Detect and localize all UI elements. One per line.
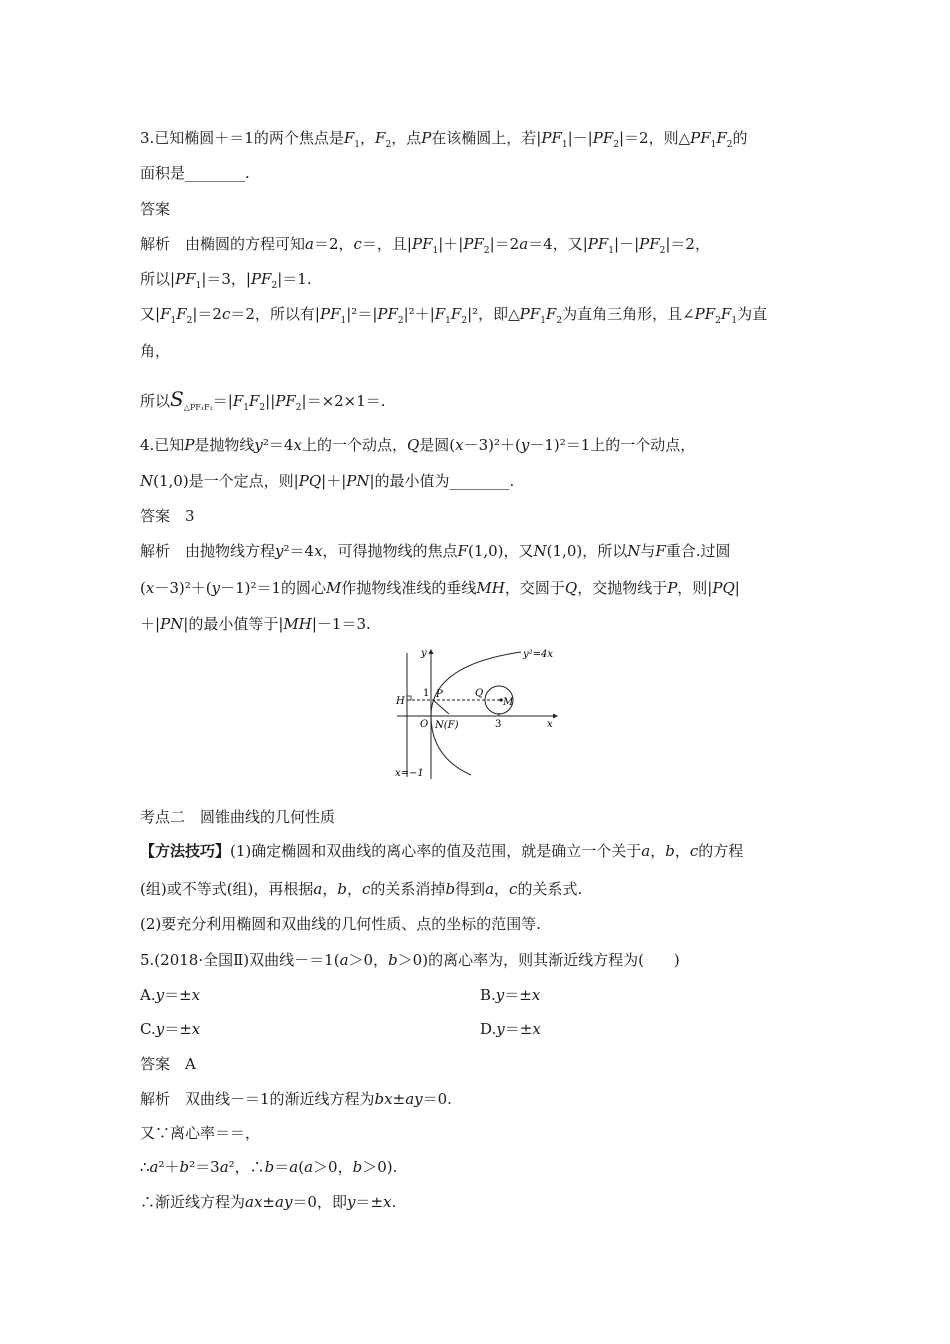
q5-solution-line3: ∴a²＋b²＝3a²，∴b＝a(a＞0，b＞0).	[140, 1158, 398, 1176]
q4-solution-line2: (x－3)²＋(y－1)²＝1的圆心M作抛物线准线的垂线MH，交圆于Q，交抛物线于P，则|PQ|	[140, 579, 740, 597]
right-angle-marker	[407, 696, 411, 700]
section2-tip-line2: (组)或不等式(组)，再根据a，b，c的关系消掉b得到a，c的关系式.	[140, 880, 583, 898]
label-x: x	[547, 719, 553, 730]
q3-answer-label: 答案	[140, 200, 171, 218]
q4-stem-line1: 4.已知P是抛物线y²＝4x上的一个动点，Q是圆(x－3)²＋(y－1)²＝1上的一个动点，	[140, 436, 696, 454]
section2-title: 考点二 圆锥曲线的几何性质	[140, 808, 336, 826]
q3-solution-line2: 所以$|PF_1|=3$，$|PF_2|=1$.	[140, 270, 312, 291]
label-q: Q	[475, 688, 484, 699]
label-y: y	[421, 648, 427, 659]
label-nf: N(F)	[435, 720, 459, 731]
section2-tip-line1: 【方法技巧】(1)确定椭圆和双曲线的离心率的值及范围，就是确立一个关于a，b，c的方程	[140, 842, 744, 860]
q3-solution-line1: 解析 由椭圆的方程可知a＝2，c＝，且$|PF_1|+|PF_2|=2a=4$，又$|PF_1|-|PF_2|=2$，	[140, 235, 710, 256]
q3-solution-line5: 所以$S_{\triangle PF_1F_2}=|F_1F_2||PF_2|=\times 2\times 1=$.	[140, 387, 386, 413]
q3-solution-line3: 又$|F_1F_2|=2c=2$，所以有$|PF_1|^2=|PF_2|^2+|F_1F_2|^2$，即$\triangle PF_1F_2$为直角三角形，且$\angle PF_2F_1$为直	[140, 305, 768, 326]
q5-stem: 5.(2018·全国Ⅱ)双曲线－＝1(a＞0，b＞0)的离心率为，则其渐近线方程为( )	[140, 951, 680, 969]
section2-tip-line3: (2)要充分利用椭圆和双曲线的几何性质、点的坐标的范围等.	[140, 915, 542, 933]
q5-answer: 答案 A	[140, 1055, 196, 1073]
q5-option-a: A.y＝±x	[140, 986, 201, 1004]
q3-stem-line2: 面积是________.	[140, 164, 250, 182]
label-h: H	[396, 696, 405, 707]
label-o: O	[420, 719, 429, 730]
q4-stem-line2: N(1,0)是一个定点，则|PQ|＋|PN|的最小值为________.	[140, 472, 515, 490]
tips-label: 【方法技巧】	[140, 842, 231, 860]
area-symbol: S	[170, 387, 184, 411]
q5-solution-line2: 又∵离心率＝＝，	[140, 1124, 261, 1142]
label-directrix: x=−1	[395, 768, 424, 779]
q4-solution-line1: 解析 由抛物线方程y²＝4x，可得抛物线的焦点F(1,0)，又N(1,0)，所以N与F重合.过圆	[140, 542, 731, 560]
q5-option-d: D.y＝±x	[480, 1020, 541, 1038]
label-p: P	[436, 689, 443, 700]
q5-option-c: C.y＝±x	[140, 1020, 201, 1038]
q5-solution-line1: 解析 双曲线－＝1的渐近线方程为bx±ay＝0.	[140, 1090, 452, 1108]
label-m: M	[503, 697, 514, 708]
q3-solution-line4: 角，	[140, 342, 171, 360]
q4-solution-line3: ＋|PN|的最小值等于|MH|－1＝3.	[140, 615, 371, 633]
q4-answer: 答案 3	[140, 507, 195, 525]
label-curve: y²=4x	[523, 649, 554, 660]
q5-option-b: B.y＝±x	[480, 986, 541, 1004]
label-three: 3	[495, 719, 502, 730]
parabola-figure	[393, 647, 563, 782]
y-axis-arrow-icon	[429, 649, 434, 654]
x-axis-arrow-icon	[553, 714, 558, 719]
segment-pn	[433, 700, 449, 714]
q3-stem-line1: 3.已知椭圆＋＝1的两个焦点是$F_1$，$F_2$，点P在该椭圆上，若$|PF_1|-|PF_2|=2$，则$\triangle PF_1F_2$的	[140, 129, 748, 150]
q5-solution-line4: ∴渐近线方程为ax±ay＝0，即y＝±x.	[140, 1193, 397, 1211]
label-one: 1	[423, 688, 430, 699]
